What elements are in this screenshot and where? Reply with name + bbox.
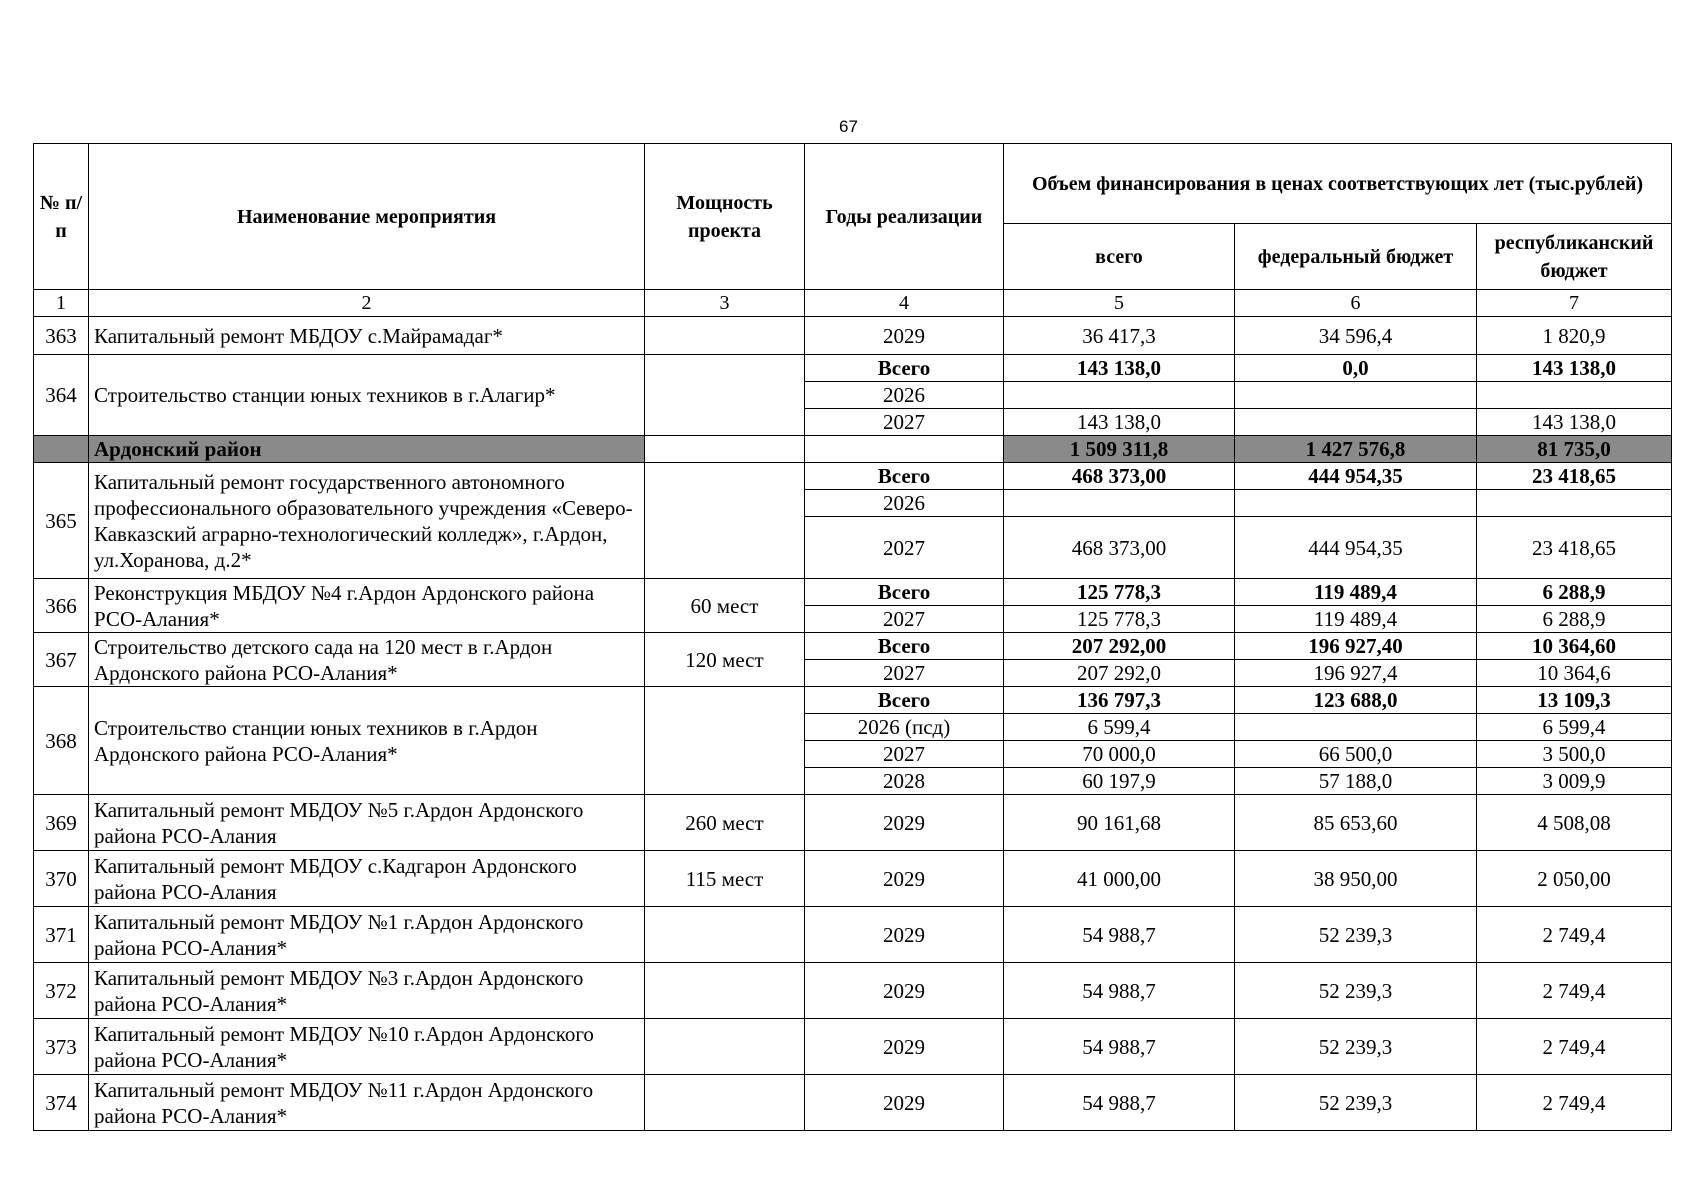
row-federal: 119 489,4 — [1235, 579, 1477, 606]
row-federal: 66 500,0 — [1235, 741, 1477, 768]
row-capacity — [645, 1075, 805, 1131]
row-number: 364 — [34, 355, 89, 436]
row-number: 368 — [34, 687, 89, 795]
row-name: Капитальный ремонт МБДОУ №5 г.Ардон Ардонского района РСО-Алания — [89, 795, 645, 851]
row-total: 54 988,7 — [1004, 907, 1235, 963]
row-capacity: 120 мест — [645, 633, 805, 687]
row-name: Капитальный ремонт МБДОУ с.Майрамадаг* — [89, 317, 645, 355]
row-year: 2027 — [805, 517, 1004, 579]
row-total: 125 778,3 — [1004, 606, 1235, 633]
table-row — [34, 579, 1672, 606]
table-row — [34, 463, 1672, 490]
row-name: Капитальный ремонт МБДОУ №1 г.Ардон Ардонского района РСО-Алания* — [89, 907, 645, 963]
row-republic: 13 109,3 — [1477, 687, 1672, 714]
header-years: Годы реализации — [805, 144, 1004, 290]
row-name: Капитальный ремонт МБДОУ №10 г.Ардон Ардонского района РСО-Алания* — [89, 1019, 645, 1075]
row-federal: 52 239,3 — [1235, 963, 1477, 1019]
row-number: 363 — [34, 317, 89, 355]
row-year: Всего — [805, 687, 1004, 714]
row-total — [1004, 490, 1235, 517]
table-row — [34, 317, 1672, 355]
district-row — [34, 436, 1672, 463]
table-row — [34, 1019, 1672, 1075]
district-total: 1 509 311,8 — [1004, 436, 1235, 463]
row-capacity — [645, 317, 805, 355]
row-federal: 52 239,3 — [1235, 1019, 1477, 1075]
row-republic: 6 599,4 — [1477, 714, 1672, 741]
column-index-row — [34, 290, 1672, 317]
row-federal — [1235, 382, 1477, 409]
row-republic: 10 364,60 — [1477, 633, 1672, 660]
row-republic: 23 418,65 — [1477, 517, 1672, 579]
row-number: 369 — [34, 795, 89, 851]
header-federal: федеральный бюджет — [1235, 224, 1477, 290]
row-total: 41 000,00 — [1004, 851, 1235, 907]
row-capacity: 60 мест — [645, 579, 805, 633]
row-federal: 52 239,3 — [1235, 907, 1477, 963]
row-republic: 2 749,4 — [1477, 907, 1672, 963]
row-republic: 3 500,0 — [1477, 741, 1672, 768]
table-row — [34, 907, 1672, 963]
row-year: 2028 — [805, 768, 1004, 795]
row-number: 370 — [34, 851, 89, 907]
row-number: 371 — [34, 907, 89, 963]
row-total — [1004, 382, 1235, 409]
row-total: 54 988,7 — [1004, 1019, 1235, 1075]
row-name: Реконструкция МБДОУ №4 г.Ардон Ардонского района РСО-Алания* — [89, 579, 645, 633]
row-name: Капитальный ремонт МБДОУ с.Кадгарон Ардонского района РСО-Алания — [89, 851, 645, 907]
row-total: 125 778,3 — [1004, 579, 1235, 606]
row-total: 36 417,3 — [1004, 317, 1235, 355]
row-federal: 0,0 — [1235, 355, 1477, 382]
row-federal — [1235, 490, 1477, 517]
row-year: Всего — [805, 579, 1004, 606]
table-row — [34, 355, 1672, 382]
row-year: Всего — [805, 355, 1004, 382]
row-total: 54 988,7 — [1004, 963, 1235, 1019]
row-year: 2027 — [805, 409, 1004, 436]
header-number: № п/п — [34, 144, 89, 290]
row-name: Капитальный ремонт государственного автономного профессионального образовательного учреждения «Северо-Кавказский аграрно-технологический колледж», г.Ардон, ул.Хоранова, д.2* — [89, 463, 645, 579]
row-republic: 2 749,4 — [1477, 1019, 1672, 1075]
row-republic: 143 138,0 — [1477, 355, 1672, 382]
row-capacity — [645, 687, 805, 795]
district-number — [34, 436, 89, 463]
row-republic: 143 138,0 — [1477, 409, 1672, 436]
table-row — [34, 851, 1672, 907]
row-year: 2029 — [805, 907, 1004, 963]
row-year: 2027 — [805, 660, 1004, 687]
row-capacity: 115 мест — [645, 851, 805, 907]
row-name: Капитальный ремонт МБДОУ №3 г.Ардон Ардонского района РСО-Алания* — [89, 963, 645, 1019]
row-year: 2029 — [805, 317, 1004, 355]
row-number: 372 — [34, 963, 89, 1019]
row-republic: 2 749,4 — [1477, 1075, 1672, 1131]
row-number: 366 — [34, 579, 89, 633]
row-capacity — [645, 355, 805, 436]
row-capacity — [645, 963, 805, 1019]
row-year: 2027 — [805, 741, 1004, 768]
index-cell: 7 — [1477, 290, 1672, 317]
table-row — [34, 1075, 1672, 1131]
district-name: Ардонский район — [89, 436, 645, 463]
row-federal: 52 239,3 — [1235, 1075, 1477, 1131]
row-republic: 23 418,65 — [1477, 463, 1672, 490]
row-republic: 1 820,9 — [1477, 317, 1672, 355]
row-number: 374 — [34, 1075, 89, 1131]
index-cell: 3 — [645, 290, 805, 317]
table-row — [34, 963, 1672, 1019]
financing-table — [33, 143, 1672, 1131]
row-total: 468 373,00 — [1004, 517, 1235, 579]
row-total: 70 000,0 — [1004, 741, 1235, 768]
row-name: Строительство станции юных техников в г.Алагир* — [89, 355, 645, 436]
header-total: всего — [1004, 224, 1235, 290]
row-year: 2029 — [805, 1019, 1004, 1075]
row-total: 6 599,4 — [1004, 714, 1235, 741]
row-total: 207 292,00 — [1004, 633, 1235, 660]
row-federal: 444 954,35 — [1235, 517, 1477, 579]
header-row-1 — [34, 144, 1672, 224]
row-year: 2026 — [805, 490, 1004, 517]
row-federal: 444 954,35 — [1235, 463, 1477, 490]
row-capacity — [645, 907, 805, 963]
row-republic: 10 364,6 — [1477, 660, 1672, 687]
row-federal — [1235, 409, 1477, 436]
row-capacity — [645, 463, 805, 579]
row-name: Капитальный ремонт МБДОУ №11 г.Ардон Ардонского района РСО-Алания* — [89, 1075, 645, 1131]
row-republic — [1477, 490, 1672, 517]
row-total: 207 292,0 — [1004, 660, 1235, 687]
row-capacity: 260 мест — [645, 795, 805, 851]
row-federal — [1235, 714, 1477, 741]
row-name: Строительство детского сада на 120 мест в г.Ардон Ардонского района РСО-Алания* — [89, 633, 645, 687]
row-federal: 38 950,00 — [1235, 851, 1477, 907]
row-federal: 57 188,0 — [1235, 768, 1477, 795]
row-total: 143 138,0 — [1004, 355, 1235, 382]
row-republic: 6 288,9 — [1477, 579, 1672, 606]
district-year — [805, 436, 1004, 463]
row-federal: 119 489,4 — [1235, 606, 1477, 633]
row-year: 2029 — [805, 963, 1004, 1019]
district-capacity — [645, 436, 805, 463]
row-federal: 123 688,0 — [1235, 687, 1477, 714]
header-republic: республиканский бюджет — [1477, 224, 1672, 290]
row-total: 60 197,9 — [1004, 768, 1235, 795]
header-funding: Объем финансирования в ценах соответствующих лет (тыс.рублей) — [1004, 144, 1672, 224]
row-number: 373 — [34, 1019, 89, 1075]
row-total: 54 988,7 — [1004, 1075, 1235, 1131]
row-total: 136 797,3 — [1004, 687, 1235, 714]
index-cell: 5 — [1004, 290, 1235, 317]
row-federal: 85 653,60 — [1235, 795, 1477, 851]
table-row — [34, 795, 1672, 851]
row-republic: 6 288,9 — [1477, 606, 1672, 633]
header-name: Наименование мероприятия — [89, 144, 645, 290]
index-cell: 4 — [805, 290, 1004, 317]
row-year: Всего — [805, 463, 1004, 490]
row-year: 2029 — [805, 795, 1004, 851]
district-federal: 1 427 576,8 — [1235, 436, 1477, 463]
district-republic: 81 735,0 — [1477, 436, 1672, 463]
table-row — [34, 687, 1672, 714]
row-total: 468 373,00 — [1004, 463, 1235, 490]
row-year: Всего — [805, 633, 1004, 660]
row-federal: 34 596,4 — [1235, 317, 1477, 355]
row-republic: 3 009,9 — [1477, 768, 1672, 795]
row-number: 365 — [34, 463, 89, 579]
header-capacity: Мощность проекта — [645, 144, 805, 290]
row-total: 90 161,68 — [1004, 795, 1235, 851]
row-capacity — [645, 1019, 805, 1075]
row-number: 367 — [34, 633, 89, 687]
row-republic: 2 749,4 — [1477, 963, 1672, 1019]
row-total: 143 138,0 — [1004, 409, 1235, 436]
table-row — [34, 633, 1672, 660]
row-year: 2027 — [805, 606, 1004, 633]
page-number: 67 — [839, 117, 858, 136]
row-federal: 196 927,40 — [1235, 633, 1477, 660]
row-year: 2029 — [805, 1075, 1004, 1131]
index-cell: 6 — [1235, 290, 1477, 317]
row-republic: 4 508,08 — [1477, 795, 1672, 851]
row-federal: 196 927,4 — [1235, 660, 1477, 687]
row-name: Строительство станции юных техников в г.Ардон Ардонского района РСО-Алания* — [89, 687, 645, 795]
index-cell: 1 — [34, 290, 89, 317]
row-year: 2026 — [805, 382, 1004, 409]
index-cell: 2 — [89, 290, 645, 317]
row-republic — [1477, 382, 1672, 409]
row-republic: 2 050,00 — [1477, 851, 1672, 907]
row-year: 2029 — [805, 851, 1004, 907]
row-year: 2026 (псд) — [805, 714, 1004, 741]
